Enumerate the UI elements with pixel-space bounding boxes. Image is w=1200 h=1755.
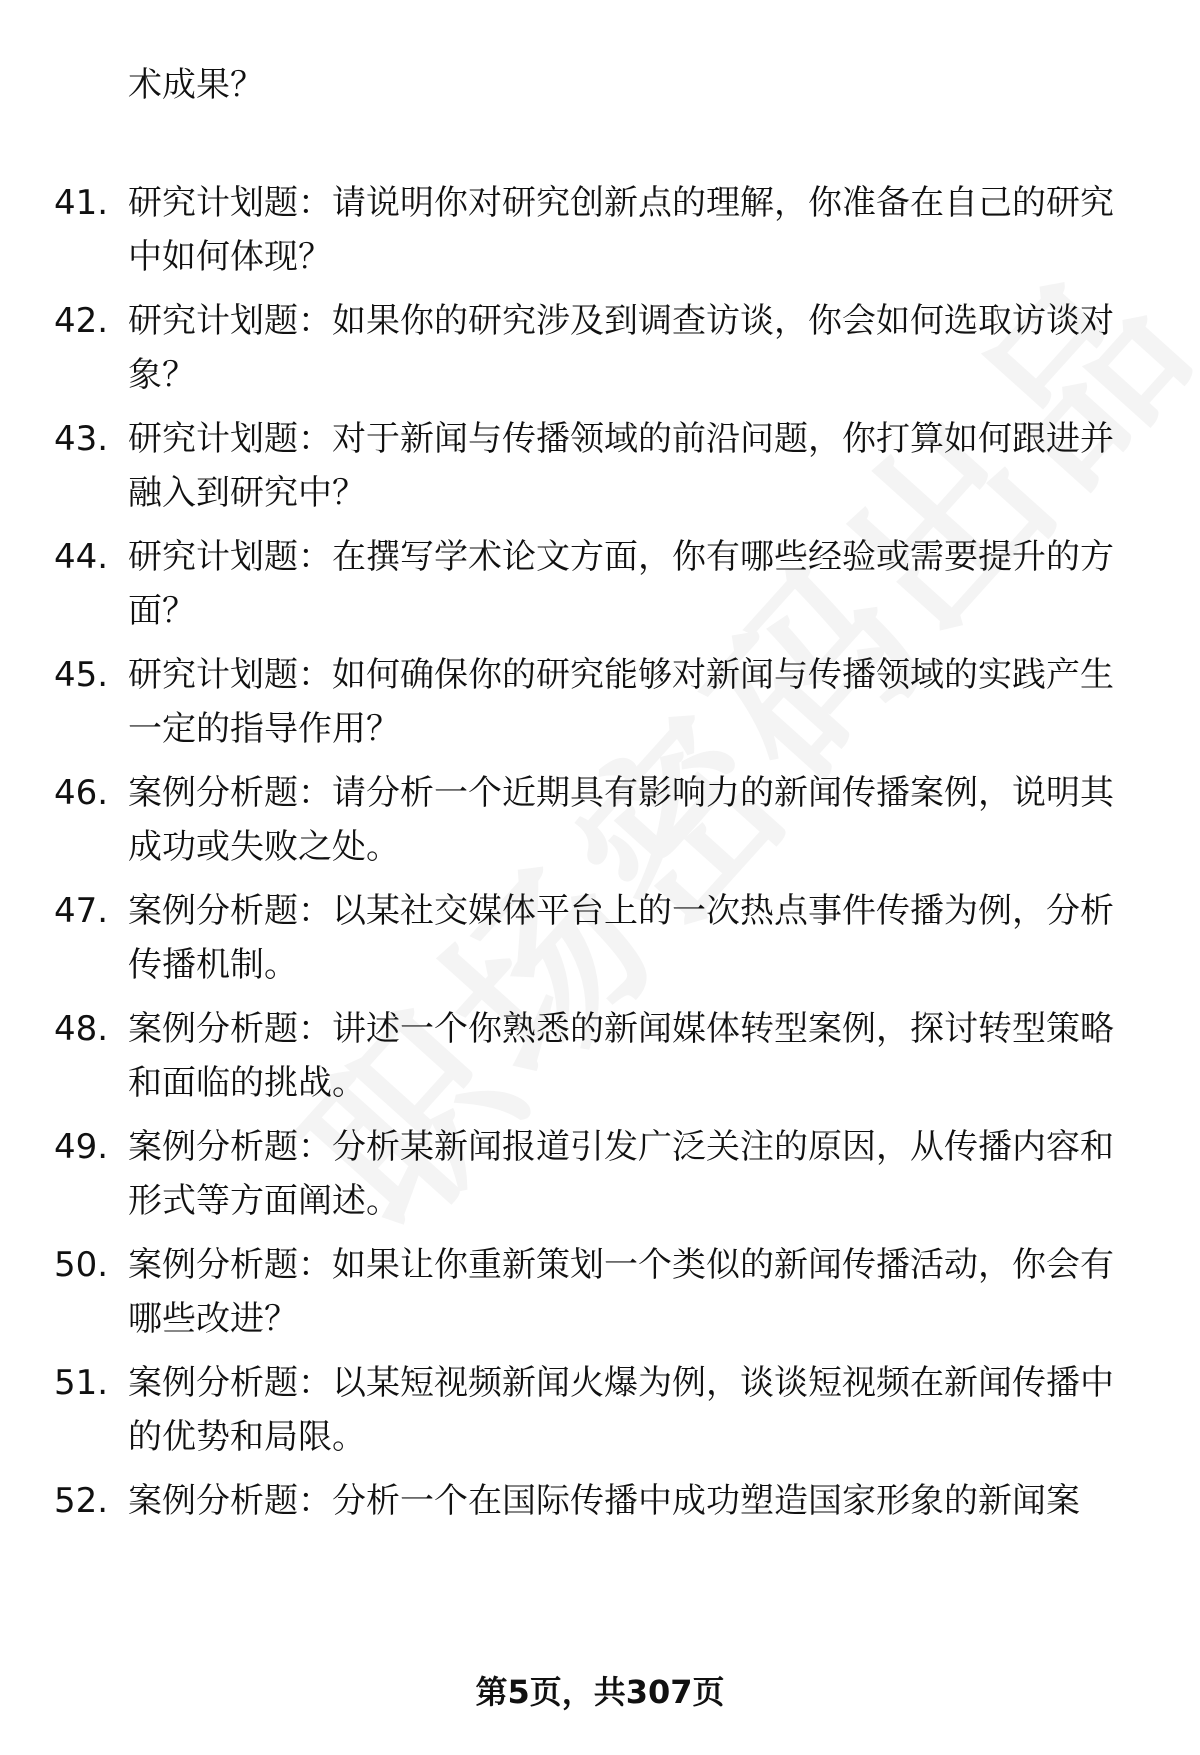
item-number: 47. [54,891,109,931]
item-number: 44. [54,537,109,577]
item-number: 42. [54,301,109,341]
item-text: 案例分析题：如果让你重新策划一个类似的新闻传播活动，你会有哪些改进？ [128,1245,1114,1339]
item-number: 48. [54,1009,109,1049]
continued-text: 术成果？ [128,65,264,105]
item-number: 41. [54,183,109,223]
item-text: 案例分析题：以某社交媒体平台上的一次热点事件传播为例，分析传播机制。 [128,891,1114,985]
item-text: 案例分析题：请分析一个近期具有影响力的新闻传播案例，说明其成功或失败之处。 [128,773,1114,867]
item-text: 案例分析题：讲述一个你熟悉的新闻媒体转型案例，探讨转型策略和面临的挑战。 [128,1009,1114,1103]
item-number: 49. [54,1127,109,1167]
item-text: 案例分析题：分析一个在国际传播中成功塑造国家形象的新闻案 [128,1481,1080,1521]
item-number: 46. [54,773,109,813]
item-number: 50. [54,1245,109,1285]
page-footer: 第5页，共307页 [475,1673,725,1711]
item-number: 51. [54,1363,109,1403]
item-text: 研究计划题：如何确保你的研究能够对新闻与传播领域的实践产生一定的指导作用？ [128,655,1114,749]
item-text: 研究计划题：如果你的研究涉及到调查访谈，你会如何选取访谈对象？ [128,301,1114,395]
item-text: 研究计划题：在撰写学术论文方面，你有哪些经验或需要提升的方面？ [128,537,1114,631]
item-text: 案例分析题：以某短视频新闻火爆为例，谈谈短视频在新闻传播中的优势和局限。 [128,1363,1114,1457]
item-number: 43. [54,419,109,459]
item-number: 45. [54,655,109,695]
item-number: 52. [54,1481,109,1521]
item-text: 研究计划题：请说明你对研究创新点的理解，你准备在自己的研究中如何体现？ [128,183,1114,277]
item-text: 研究计划题：对于新闻与传播领域的前沿问题，你打算如何跟进并融入到研究中？ [128,419,1114,513]
item-text: 案例分析题：分析某新闻报道引发广泛关注的原因，从传播内容和形式等方面阐述。 [128,1127,1114,1221]
